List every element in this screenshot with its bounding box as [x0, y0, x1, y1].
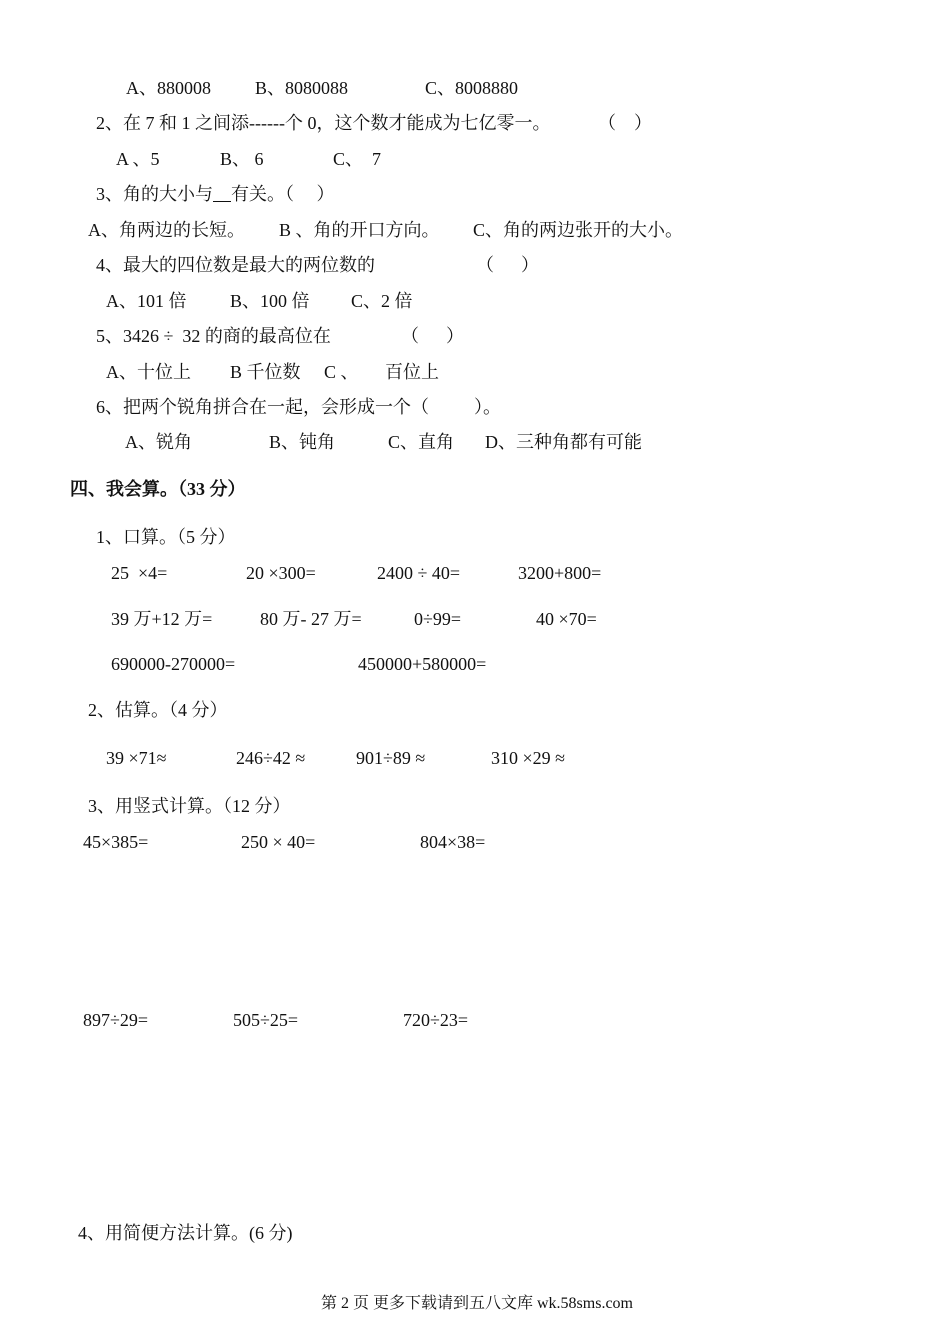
q3-stem-after: 有关。（ ） — [231, 184, 335, 204]
q2-stem: 2、在 7 和 1 之间添------个 0，这个数才能成为七亿零一。 — [96, 113, 551, 133]
q5-option-a: A、十位上 — [106, 362, 191, 382]
q4-option-a: A、101 倍 — [106, 291, 187, 311]
q3-blank — [213, 184, 231, 204]
part2-item: 310 ×29 ≈ — [491, 748, 566, 768]
q6-option-c: C、直角 — [388, 432, 455, 452]
part1-item: 3200+800= — [518, 563, 602, 583]
part3-item: 897÷29= — [83, 1010, 149, 1030]
part1-title: 1、口算。（5 分） — [96, 527, 236, 547]
part3-item: 250 × 40= — [241, 832, 316, 852]
q5-option-c: C 、 — [324, 362, 359, 382]
part3-item: 720÷23= — [403, 1010, 469, 1030]
part3-item: 804×38= — [420, 832, 486, 852]
part1-item: 40 ×70= — [536, 609, 597, 629]
part4-title: 4、用简便方法计算。(6 分) — [78, 1223, 293, 1243]
q2-answer-paren: （ ） — [598, 113, 652, 133]
part3-item: 45×385= — [83, 832, 149, 852]
q1-option-a: A、880008 — [126, 78, 211, 98]
q5-option-c-text: 百位上 — [385, 362, 439, 382]
q2-option-c: C、 7 — [333, 149, 382, 169]
part1-item: 450000+580000= — [358, 654, 487, 674]
q3-stem — [96, 185, 335, 203]
part1-item: 80 万- 27 万= — [260, 609, 362, 629]
q2-option-a: A 、5 — [116, 149, 160, 169]
part1-item: 39 万+12 万= — [111, 609, 213, 629]
part3-item: 505÷25= — [233, 1010, 299, 1030]
q5-answer-paren: （ ） — [401, 326, 464, 346]
q4-option-c: C、2 倍 — [351, 291, 413, 311]
q5-stem: 5、3426 ÷ 32 的商的最高位在 — [96, 326, 331, 346]
part1-item: 0÷99= — [414, 609, 462, 629]
part1-item: 2400 ÷ 40= — [377, 563, 461, 583]
q6-option-b: B、钝角 — [269, 432, 336, 452]
q4-answer-paren: （ ） — [476, 255, 539, 275]
q6-option-a: A、锐角 — [125, 432, 192, 452]
section-4-heading: 四、我会算。（33 分） — [70, 479, 246, 499]
part3-title: 3、用竖式计算。（12 分） — [88, 796, 291, 816]
part2-item: 39 ×71≈ — [106, 748, 167, 768]
part2-item: 901÷89 ≈ — [356, 748, 426, 768]
q6-stem: 6、把两个锐角拼合在一起，会形成一个（ ）。 — [96, 397, 501, 417]
q1-option-b: B、8080088 — [255, 78, 349, 98]
q3-option-b: B 、角的开口方向。 — [279, 220, 440, 240]
q4-stem: 4、最大的四位数是最大的两位数的 — [96, 255, 375, 275]
q6-option-d: D、三种角都有可能 — [485, 432, 642, 452]
q3-option-a: A、角两边的长短。 — [88, 220, 245, 240]
q3-stem-before: 3、角的大小与 — [96, 184, 213, 204]
page-footer: 第 2 页 更多下载请到五八文库 wk.58sms.com — [321, 1295, 634, 1312]
part2-item: 246÷42 ≈ — [236, 748, 306, 768]
q3-option-c: C、角的两边张开的大小。 — [473, 220, 684, 240]
part1-item: 20 ×300= — [246, 563, 316, 583]
q2-option-b: B、 6 — [220, 149, 264, 169]
part2-title: 2、估算。（4 分） — [88, 700, 228, 720]
q4-option-b: B、100 倍 — [230, 291, 310, 311]
q1-option-c: C、8008880 — [425, 78, 519, 98]
part1-item: 25 ×4= — [111, 563, 168, 583]
q5-option-b: B 千位数 — [230, 362, 301, 382]
part1-item: 690000-270000= — [111, 654, 236, 674]
